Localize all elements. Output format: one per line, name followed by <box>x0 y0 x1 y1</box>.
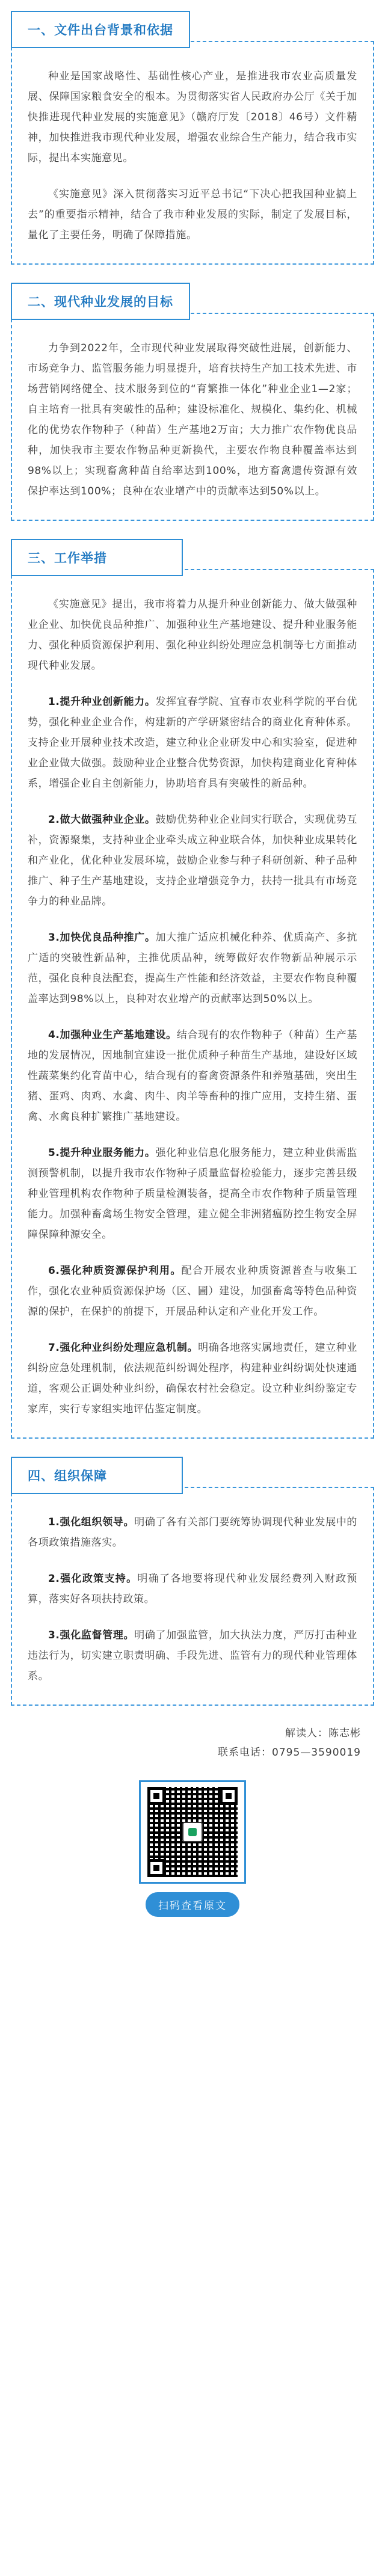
paragraph-text: 明确了各有关部门要统筹协调现代种业发展中的各项政策措施落实。 <box>28 1516 358 1549</box>
paragraph-lead: 5.提升种业服务能力。 <box>48 1147 156 1159</box>
interpreter: 解读人：陈志彬 <box>285 1727 361 1739</box>
section-title: 三、工作举措 <box>11 539 183 576</box>
paragraph-lead: 6.强化种质资源保护利用。 <box>48 1265 182 1277</box>
paragraph-text: 种业是国家战略性、基础性核心产业，是推进我市农业高质量发展、保障国家粮食安全的根本。为贯彻落实省人民政府办公厅《关于加快推进现代种业发展的实施意见》（赣府厅发〔2018〕46号）文件精神，加快推进我市现代种业发展，增强农业综合生产能力，结合我市实际，提出本实施意见。 <box>28 70 357 164</box>
paragraph <box>28 1143 357 1245</box>
paragraph <box>28 1338 357 1419</box>
qr-logo-icon <box>182 1822 203 1842</box>
paragraph-lead: 2.强化政策支持。 <box>48 1573 138 1585</box>
footer <box>0 1724 385 1762</box>
section-box <box>11 313 374 521</box>
paragraph-text: 强化种业信息化服务能力，建立种业供需监测预警机制，以提升我市农作物种子质量监督检验能力，逐步完善县级种业管理机构农作物种子质量检测装备，提高全市农作物种子质量管理能力。加强种畜禽场生物安全管理，建立健全非洲猪瘟防控生物安全屏障保障种源安全。 <box>28 1147 357 1241</box>
section-title: 一、文件出台背景和依据 <box>11 11 190 48</box>
section-title: 二、现代种业发展的目标 <box>11 283 190 320</box>
paragraph <box>28 810 357 912</box>
section-box <box>11 41 374 265</box>
paragraph <box>28 1625 357 1686</box>
paragraph <box>28 1512 357 1553</box>
paragraph-text: 明确了加强监管，加大执法力度，严厉打击种业违法行为，切实建立职责明确、手段先进、监管有力的现代种业管理体系。 <box>28 1629 358 1682</box>
paragraph <box>28 338 357 502</box>
paragraph-text: 加大推广适应机械化种养、优质高产、多抗广适的突破性新品种，主推优质品种，统筹做好农作物新品种展示示范，强化良种良法配套，提高生产性能和经济效益，主要农作物良种覆盖率达到98%以上，良种对农业增产的贡献率达到50%以上。 <box>28 932 357 1005</box>
paragraph-lead: 4.加强种业生产基地建设。 <box>48 1029 177 1041</box>
paragraph-lead: 7.强化种业纠纷处理应急机制。 <box>48 1342 199 1354</box>
paragraph-text: 《实施意见》提出，我市将着力从提升种业创新能力、做大做强种业企业、加快优良品种推广、加强种业生产基地建设、提升种业服务能力、强化种质资源保护利用、强化种业纠纷处理应急机制等七方面推动现代种业发展。 <box>28 598 357 672</box>
qr-finder-icon <box>147 1787 165 1805</box>
paragraph-text: 鼓励优势种业企业间实行联合，实现优势互补，资源聚集，支持种业企业牵头成立种业联合体，加快种业成果转化和产业化，优化种业发展环境，鼓励企业参与种子科研创新、种子品种推广、种子生产基地建设，支持企业增强竞争力，扶持一批具有市场竞争力的种业品牌。 <box>28 814 357 908</box>
section-box <box>11 569 374 1439</box>
section-goals <box>0 283 385 521</box>
paragraph <box>28 1569 357 1609</box>
paragraph-text: 配合开展农业种质资源普查与收集工作，强化农业种质资源保护场（区、圃）建设，加强畜禽等特色品种资源的保护，在保护的前提下，开展品种认定和产业化开发工作。 <box>28 1265 357 1318</box>
paragraph <box>28 66 357 168</box>
qr-code-icon[interactable] <box>147 1787 238 1877</box>
section-box <box>11 1487 374 1706</box>
qr-finder-icon <box>147 1859 165 1877</box>
paragraph <box>28 927 357 1009</box>
qr-card[interactable] <box>139 1780 246 1884</box>
view-original-button[interactable]: 扫码查看原文 <box>146 1892 239 1917</box>
paragraph-text: 发挥宜春学院、宜春市农业科学院的平台优势，强化种业企业合作，构建新的产学研紧密结合的商业化育种体系。支持企业开展种业技术改造，建立种业企业研发中心和实验室，促进种业企业做大做强。鼓励种业企业整合优势资源，加快构建商业化育种体系，增强企业自主创新能力，协助培育具有突破性的新品种。 <box>28 696 357 790</box>
paragraph <box>28 594 357 676</box>
section-measures <box>0 539 385 1439</box>
paragraph-text: 结合现有的农作物种子（种苗）生产基地的发展情况，因地制宜建设一批优质种子种苗生产基地，建设好区域性蔬菜集约化育苗中心，结合现有的畜禽资源条件和养殖基础，突出生猪、蛋鸡、肉鸡、水禽、肉牛、肉羊等畜种的推广应用，支持生猪、蛋禽、水禽良种扩繁推广基地建设。 <box>28 1029 358 1123</box>
section-organization <box>0 1457 385 1706</box>
paragraph-lead: 1.强化组织领导。 <box>48 1516 135 1528</box>
paragraph-text: 明确各地落实属地责任，建立种业纠纷应急处理机制，依法规范纠纷调处程序，构建种业纠纷调处快速通道，客观公正调处种业纠纷，确保农村社会稳定。设立种业纠纷鉴定专家库，实行专家组实地评估鉴定制度。 <box>28 1342 357 1415</box>
qr-finder-icon <box>220 1787 238 1805</box>
paragraph <box>28 1025 357 1127</box>
paragraph <box>28 184 357 245</box>
paragraph-lead: 3.强化监督管理。 <box>48 1629 135 1641</box>
paragraph-text: 《实施意见》深入贯彻落实习近平总书记“下决心把我国种业搞上去”的重要指示精神，结合了我市种业发展的实际，制定了发展目标，量化了主要任务，明确了保障措施。 <box>28 188 357 241</box>
paragraph <box>28 692 357 794</box>
paragraph-lead: 1.提升种业创新能力。 <box>48 696 156 708</box>
qr-section <box>0 1780 385 1917</box>
paragraph-text: 明确了各地要将现代种业发展经费列入财政预算，落实好各项扶持政策。 <box>28 1573 358 1605</box>
contact-phone: 联系电话：0795—3590019 <box>218 1747 361 1759</box>
paragraph-lead: 2.做大做强种业企业。 <box>48 814 156 826</box>
section-background <box>0 11 385 265</box>
paragraph-text: 力争到2022年，全市现代种业发展取得突破性进展，创新能力、市场竞争力、监管服务能力明显提升，培育扶持生产加工技术先进、市场营销网络健全、技术服务到位的“育繁推一体化”种业企业1—2家；自主培育一批具有突破性的品种；建设标准化、规模化、集约化、机械化的优势农作物种子（种苗）生产基地2万亩；大力推广农作物优良品种，加快我市主要农作物品种更新换代，主要农作物良种覆盖率达到98%以上；实现畜禽种苗自给率达到100%，地方畜禽遗传资源有效保护率达到100%；良种在农业增产中的贡献率达到50%以上。 <box>28 342 357 497</box>
paragraph-lead: 3.加快优良品种推广。 <box>48 932 156 944</box>
paragraph <box>28 1261 357 1322</box>
section-title: 四、组织保障 <box>11 1457 183 1494</box>
